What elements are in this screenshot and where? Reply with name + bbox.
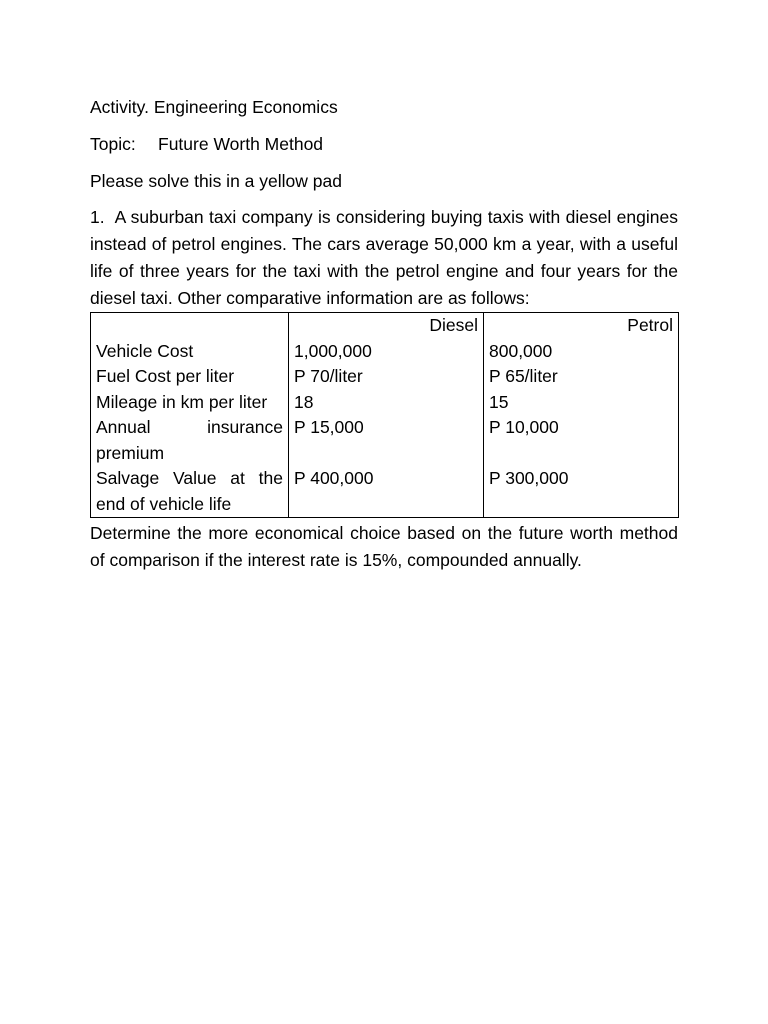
table-row [91, 415, 679, 466]
table-header-cell: Diesel [289, 313, 484, 339]
table-header-cell: Petrol [484, 313, 679, 339]
comparison-table [90, 312, 679, 518]
table-row-label: Salvage Value at the end of vehicle life [91, 466, 289, 518]
document-page [90, 94, 678, 574]
topic-line [90, 131, 678, 157]
table-cell: P 65/liter [484, 364, 679, 390]
problem-number: 1. [90, 207, 105, 227]
topic-label: Topic: [90, 134, 136, 154]
table-row [91, 390, 679, 416]
table-cell: P 70/liter [289, 364, 484, 390]
problem-statement [90, 204, 678, 312]
table-cell: 1,000,000 [289, 339, 484, 365]
table-header-cell [91, 313, 289, 339]
table-cell: 18 [289, 390, 484, 416]
table-row [91, 339, 679, 365]
table-cell: P 10,000 [484, 415, 679, 466]
table-cell: P 400,000 [289, 466, 484, 518]
table-cell: 800,000 [484, 339, 679, 365]
topic-value: Future Worth Method [158, 134, 324, 154]
table-cell: P 15,000 [289, 415, 484, 466]
activity-title: Activity. Engineering Economics [90, 97, 338, 117]
table-header-row [91, 313, 679, 339]
table-row-label: Fuel Cost per liter [91, 364, 289, 390]
table-row [91, 364, 679, 390]
table-row [91, 466, 679, 518]
table-row-label: Mileage in km per liter [91, 390, 289, 416]
table-row-label: Vehicle Cost [91, 339, 289, 365]
question-text: Determine the more economical choice based on the future worth method of comparison if the interest rate is 15%, compounded annually. [90, 523, 678, 570]
table-cell: 15 [484, 390, 679, 416]
table-row-label: Annual insurance premium [91, 415, 289, 466]
table-cell: P 300,000 [484, 466, 679, 518]
instruction-text: Please solve this in a yellow pad [90, 171, 342, 191]
problem-text: A suburban taxi company is considering buying taxis with diesel engines instead of petrol engines. The cars average 50,000 km a year, with a useful life of three years for the taxi with the petrol engine and four years for the diesel taxi. Other comparative information are as follows: [90, 207, 678, 308]
